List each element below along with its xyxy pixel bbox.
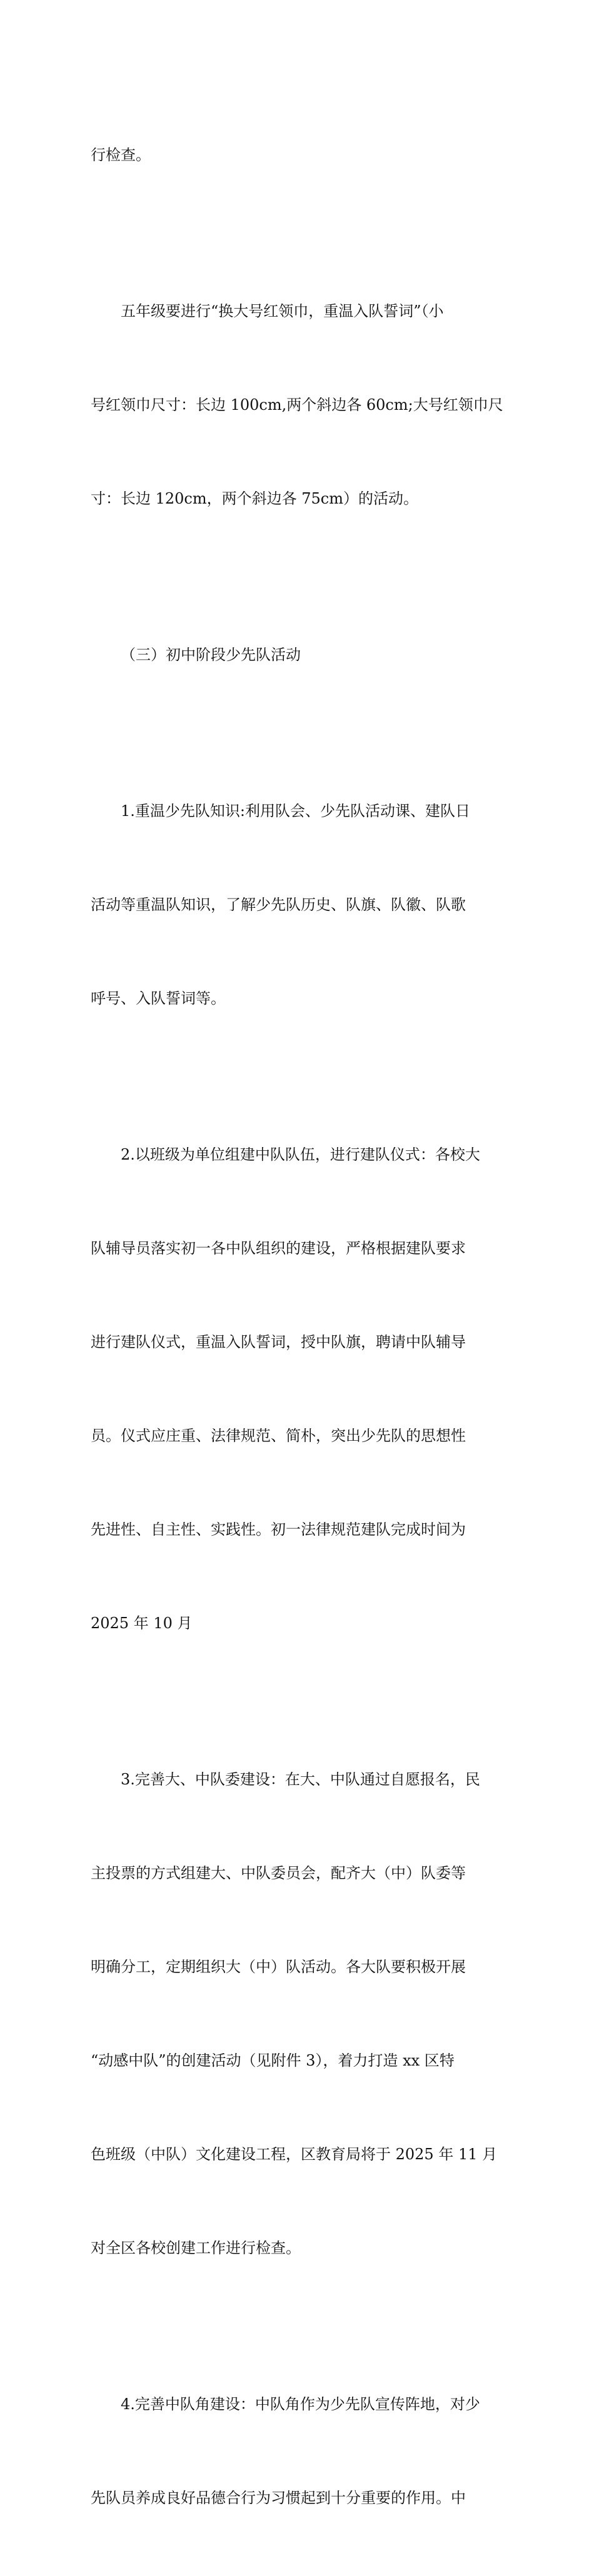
text-line: （三）初中阶段少先队活动 bbox=[121, 646, 301, 664]
text-line: 2.以班级为单位组建中队队伍，进行建队仪式：各校大 bbox=[121, 1146, 480, 1163]
text-line: 先进性、自主性、实践性。初一法律规范建队完成时间为 bbox=[91, 1521, 466, 1538]
text-line: 行检查。 bbox=[91, 146, 151, 164]
paragraph bbox=[91, 2326, 505, 2576]
text-line: 3.完善大、中队委建设：在大、中队通过自愿报名，民 bbox=[121, 1771, 480, 1788]
text-line: 寸：长边 120cm，两个斜边各 75cm）的活动。 bbox=[91, 490, 419, 507]
text-line: 对全区各校创建工作进行检查。 bbox=[91, 2239, 301, 2257]
text-line: 先队员养成良好品德合行为习惯起到十分重要的作用。中 bbox=[91, 2489, 466, 2507]
paragraph bbox=[91, 233, 505, 577]
text-line: 员。仪式应庄重、法律规范、简朴，突出少先队的思想性 bbox=[91, 1427, 466, 1445]
text-line: 2025 年 10 月 bbox=[91, 1614, 193, 1632]
text-line: 主投票的方式组建大、中队委员会，配齐大（中）队委等 bbox=[91, 1864, 466, 1882]
text-line: 4.完善中队角建设：中队角作为少先队宣传阵地，对少 bbox=[121, 2395, 480, 2413]
paragraph bbox=[91, 1701, 505, 2326]
paragraph bbox=[91, 733, 505, 1077]
text-line: 1.重温少先队知识:利用队会、少先队活动课、建队日 bbox=[121, 802, 470, 820]
text-line: 队辅导员落实初一各中队组织的建设，严格根据建队要求 bbox=[91, 1240, 466, 1257]
paragraph bbox=[91, 77, 505, 233]
text-line: 明确分工，定期组织大（中）队活动。各大队要积极开展 bbox=[91, 1958, 466, 1976]
text-line: 呼号、入队誓词等。 bbox=[91, 990, 226, 1007]
text-line: 五年级要进行“换大号红领巾，重温入队誓词”（小 bbox=[121, 302, 444, 320]
section-heading bbox=[91, 577, 505, 733]
text-line: 色班级（中队）文化建设工程，区教育局将于 2025 年 11 月 bbox=[91, 2146, 498, 2163]
text-line: 进行建队仪式，重温入队誓词，授中队旗，聘请中队辅导 bbox=[91, 1333, 466, 1351]
document-body bbox=[91, 77, 505, 2576]
paragraph bbox=[91, 1077, 505, 1701]
text-line: 活动等重温队知识，了解少先队历史、队旗、队徽、队歌 bbox=[91, 896, 466, 913]
text-line: 号红领巾尺寸：长边 100cm,两个斜边各 60cm;大号红领巾尺 bbox=[91, 396, 503, 414]
text-line: “动感中队”的创建活动（见附件 3），着力打造 xx 区特 bbox=[91, 2052, 455, 2069]
